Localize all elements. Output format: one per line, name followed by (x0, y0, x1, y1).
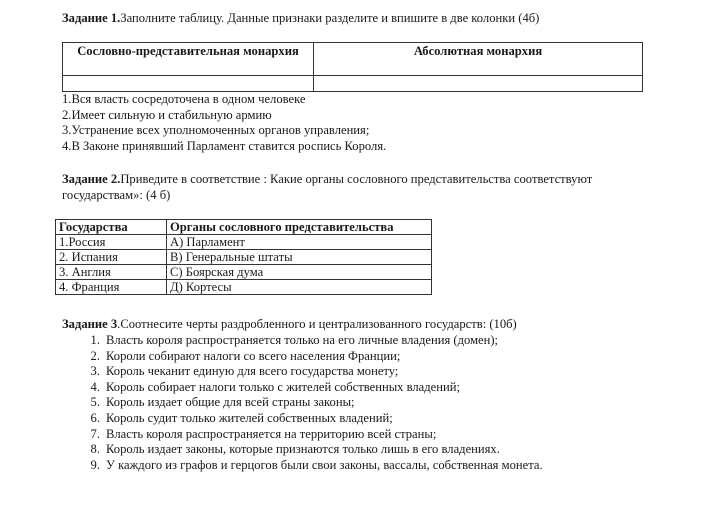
header-organs: Органы сословного представительства (167, 220, 432, 235)
table-row (56, 280, 432, 295)
item-text: Король чеканит единую для всего государства монету; (106, 364, 399, 379)
list-item (80, 380, 543, 396)
task1-table (62, 42, 643, 92)
task1-items (62, 92, 386, 154)
task2-label: Задание 2. (62, 172, 121, 186)
list-item (80, 411, 543, 427)
task3-items (80, 333, 543, 473)
task2-text: Приведите в соответствие : Какие органы сословного представительства соответствуют (120, 172, 593, 186)
task3-heading (62, 317, 517, 332)
cell: В) Генеральные штаты (167, 250, 432, 265)
list-item (80, 442, 543, 458)
task2-text-2: государствам»: (4 б) (62, 187, 171, 202)
list-item (80, 333, 543, 349)
list-item (80, 458, 543, 474)
cell: 2. Испания (56, 250, 167, 265)
cell: А) Парламент (167, 235, 432, 250)
table-row (56, 265, 432, 280)
header-states: Государства (56, 220, 167, 235)
list-item (80, 395, 543, 411)
item-text: Власть короля распространяется только на его личные владения (домен); (106, 333, 499, 347)
item-text: Власть короля распространяется на территорию всей страны; (106, 426, 437, 441)
task3-text: .Соотнесите черты раздробленного и централизованного государств: (10б) (117, 317, 517, 331)
cell: С) Боярская дума (167, 265, 432, 280)
table-row (56, 250, 432, 265)
list-item: 1.Вся власть сосредоточена в одном человеке (62, 92, 306, 106)
list-item (80, 349, 543, 365)
item-text: Король издает законы, которые признаются только лишь в его владениях. (106, 442, 500, 457)
cell: 3. Англия (56, 265, 167, 280)
item-text: Короли собирают налоги со всего населения Франции; (106, 348, 401, 363)
task1-label: Задание 1. (62, 11, 121, 25)
item-number: 3. (90, 364, 100, 379)
item-number: 8. (90, 442, 100, 457)
list-item (80, 427, 543, 443)
task1-text: Заполните таблицу. Данные признаки разделите и впишите в две колонки (4б) (120, 11, 540, 25)
item-text: У каждого из графов и герцогов были свои законы, вассалы, собственная монета. (106, 457, 543, 472)
task2-table (55, 219, 432, 295)
table-row (56, 235, 432, 250)
cell: 1.Россия (56, 235, 167, 250)
answer-cell[interactable] (63, 76, 314, 92)
task2-heading (62, 172, 592, 203)
item-number: 1. (90, 333, 100, 347)
cell: Д) Кортесы (167, 280, 432, 295)
item-number: 9. (90, 457, 100, 472)
item-number: 4. (90, 379, 100, 394)
item-number: 5. (90, 395, 100, 410)
col-absolute-monarchy: Абсолютная монархия (314, 43, 643, 76)
item-number: 2. (90, 348, 100, 363)
task1-heading (62, 11, 539, 26)
list-item: 4.В Законе принявший Парламент ставится роспись Короля. (62, 138, 387, 153)
list-item: 3.Устранение всех уполномоченных органов управления; (62, 123, 370, 138)
task3-label: Задание 3 (62, 317, 118, 331)
cell: 4. Франция (56, 280, 167, 295)
item-text: Король судит только жителей собственных владений; (106, 410, 393, 425)
list-item: 2.Имеет сильную и стабильную армию (62, 107, 272, 122)
list-item (80, 364, 543, 380)
item-number: 7. (90, 426, 100, 441)
answer-cell[interactable] (314, 76, 643, 92)
item-text: Король издает общие для всей страны законы; (106, 395, 355, 410)
item-text: Король собирает налоги только с жителей собственных владений; (106, 379, 460, 394)
col-estate-monarchy: Сословно-представительная монархия (63, 43, 314, 76)
item-number: 6. (90, 410, 100, 425)
